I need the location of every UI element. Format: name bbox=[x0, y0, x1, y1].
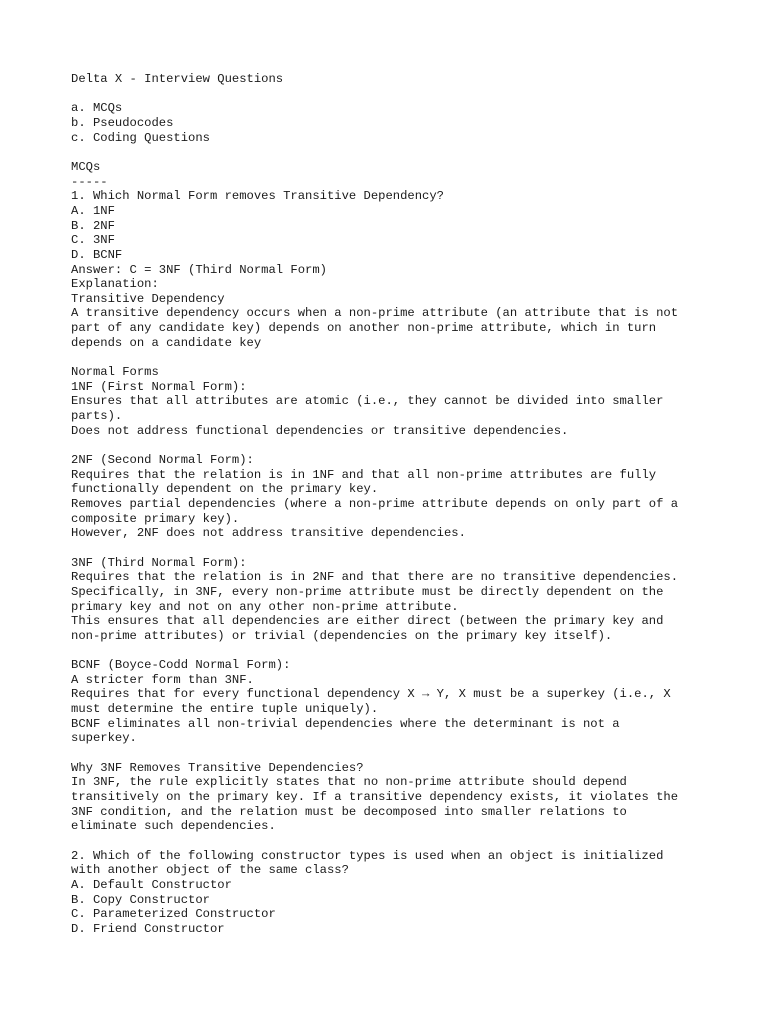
toc-item-mcqs: a. MCQs bbox=[71, 101, 123, 116]
text-line: 3NF condition, and the relation must be decomposed into smaller relations to bbox=[71, 804, 627, 819]
text-line: A transitive dependency occurs when a non-prime attribute (an attribute that is not bbox=[71, 306, 679, 321]
question-1-option-b: B. 2NF bbox=[71, 218, 115, 233]
question-1-option-c: C. 3NF bbox=[71, 233, 115, 248]
bcnf-heading: BCNF (Boyce-Codd Normal Form): bbox=[71, 658, 291, 673]
text-line: depends on a candidate key bbox=[71, 335, 262, 350]
blank-line bbox=[71, 834, 731, 849]
toc-item-coding-questions: c. Coding Questions bbox=[71, 130, 210, 145]
text-line: functionally dependent on the primary key. bbox=[71, 482, 379, 497]
explanation-label: Explanation: bbox=[71, 277, 159, 292]
text-line: Requires that for every functional dependency X → Y, X must be a superkey (i.e., X bbox=[71, 687, 671, 702]
question-1-option-d: D. BCNF bbox=[71, 247, 123, 262]
text-line: non-prime attributes) or trivial (dependencies on the primary key itself). bbox=[71, 628, 613, 643]
text-line: Removes partial dependencies (where a non-prime attribute depends on only part of a bbox=[71, 496, 679, 511]
blank-line bbox=[71, 145, 731, 160]
question-1-option-a: A. 1NF bbox=[71, 203, 115, 218]
text-line: must determine the entire tuple uniquely). bbox=[71, 702, 379, 717]
question-1-answer: Answer: C = 3NF (Third Normal Form) bbox=[71, 262, 327, 277]
blank-line bbox=[71, 350, 731, 365]
section-heading-mcqs: MCQs bbox=[71, 159, 101, 174]
toc-item-pseudocodes: b. Pseudocodes bbox=[71, 115, 174, 130]
question-2: 2. Which of the following constructor types is used when an object is initialized bbox=[71, 848, 664, 863]
text-line: BCNF eliminates all non-trivial dependencies where the determinant is not a bbox=[71, 716, 620, 731]
question-2-option-b: B. Copy Constructor bbox=[71, 892, 210, 907]
transitive-dependency-heading: Transitive Dependency bbox=[71, 291, 225, 306]
text-line: This ensures that all dependencies are either direct (between the primary key and bbox=[71, 614, 664, 629]
blank-line bbox=[71, 87, 731, 102]
text-line: In 3NF, the rule explicitly states that no non-prime attribute should depend bbox=[71, 775, 627, 790]
text-line: Does not address functional dependencies or transitive dependencies. bbox=[71, 423, 569, 438]
why-3nf-heading: Why 3NF Removes Transitive Dependencies? bbox=[71, 760, 364, 775]
text-line: transitively on the primary key. If a transitive dependency exists, it violates the bbox=[71, 790, 679, 805]
text-line: However, 2NF does not address transitive dependencies. bbox=[71, 526, 466, 541]
text-line: eliminate such dependencies. bbox=[71, 819, 276, 834]
question-2-option-a: A. Default Constructor bbox=[71, 877, 232, 892]
text-line: primary key and not on any other non-prime attribute. bbox=[71, 599, 459, 614]
text-line: part of any candidate key) depends on another non-prime attribute, which in turn bbox=[71, 321, 657, 336]
question-1: 1. Which Normal Form removes Transitive Dependency? bbox=[71, 189, 444, 204]
1nf-heading: 1NF (First Normal Form): bbox=[71, 379, 247, 394]
question-2-option-c: C. Parameterized Constructor bbox=[71, 907, 276, 922]
question-2-continued: with another object of the same class? bbox=[71, 863, 349, 878]
text-line: A stricter form than 3NF. bbox=[71, 672, 254, 687]
blank-line bbox=[71, 541, 731, 556]
blank-line bbox=[71, 644, 731, 659]
2nf-heading: 2NF (Second Normal Form): bbox=[71, 453, 254, 467]
document-title: Delta X - Interview Questions bbox=[71, 72, 284, 86]
text-line: composite primary key). bbox=[71, 511, 240, 526]
text-line: Ensures that all attributes are atomic (i.e., they cannot be divided into smaller bbox=[71, 394, 664, 409]
blank-line bbox=[71, 438, 731, 453]
question-2-option-d: D. Friend Constructor bbox=[71, 921, 225, 936]
document-text bbox=[71, 72, 731, 937]
blank-line bbox=[71, 746, 731, 761]
text-line: Specifically, in 3NF, every non-prime attribute must be directly dependent on the bbox=[71, 584, 664, 599]
text-line: Requires that the relation is in 1NF and that all non-prime attributes are fully bbox=[71, 467, 657, 482]
text-line: parts). bbox=[71, 409, 123, 424]
section-underline: ----- bbox=[71, 174, 108, 189]
text-line: Requires that the relation is in 2NF and that there are no transitive dependencies. bbox=[71, 570, 679, 585]
text-line: superkey. bbox=[71, 731, 137, 746]
3nf-heading: 3NF (Third Normal Form): bbox=[71, 555, 247, 570]
normal-forms-heading: Normal Forms bbox=[71, 365, 159, 380]
